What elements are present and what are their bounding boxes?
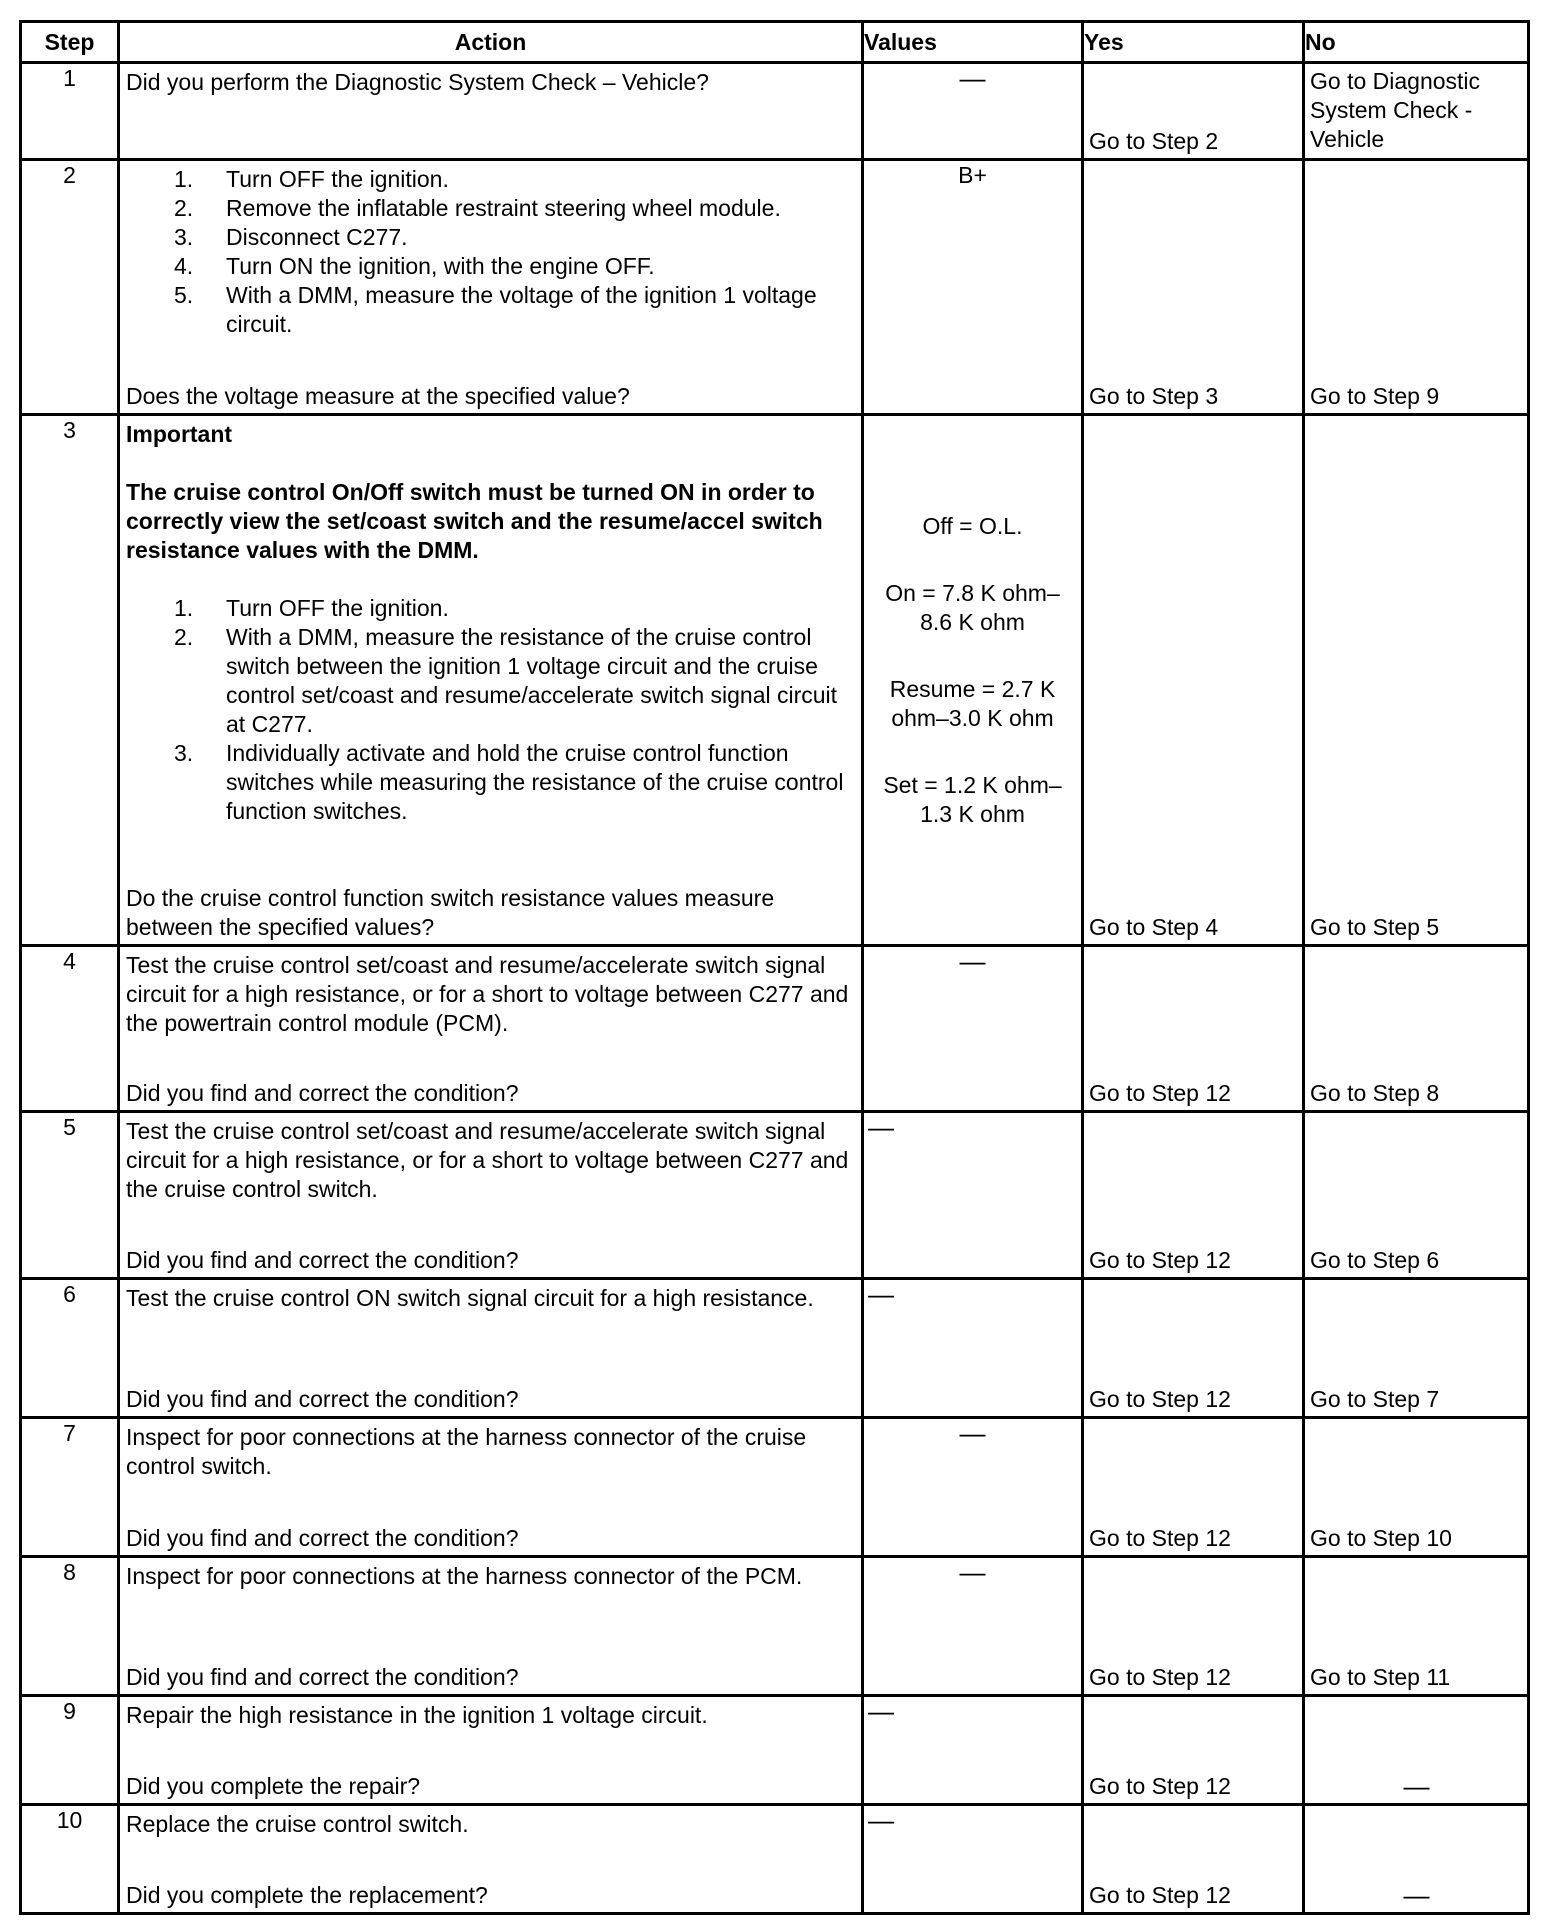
table-row xyxy=(21,1805,1529,1914)
yes-text: Go to Step 4 xyxy=(1089,914,1219,940)
action-cell xyxy=(119,1279,863,1418)
yes-text: Go to Step 12 xyxy=(1089,1664,1231,1690)
step-number: 4 xyxy=(21,946,119,1112)
yes-text: Go to Step 12 xyxy=(1089,1247,1231,1273)
table-row xyxy=(21,1418,1529,1557)
action-cell xyxy=(119,1557,863,1696)
action-cell xyxy=(119,1112,863,1279)
value-resume: Resume = 2.7 K ohm–3.0 K ohm xyxy=(889,676,1056,731)
list-item: 1. Turn OFF the ignition. xyxy=(174,166,449,192)
important-text: The cruise control On/Off switch must be turned ON in order to correctly view the set/coast switch and the resume/accel switch resistance values with the DMM. xyxy=(126,479,823,563)
question-text: Did you find and correct the condition? xyxy=(126,1080,519,1106)
value-text: — xyxy=(959,1557,986,1587)
action-cell xyxy=(119,946,863,1112)
action-cell xyxy=(119,63,863,160)
table-row xyxy=(21,63,1529,160)
table-row xyxy=(21,160,1529,415)
important-title: Important xyxy=(126,421,233,447)
table-row xyxy=(21,1696,1529,1805)
step-number: 5 xyxy=(21,1112,119,1279)
yes-cell xyxy=(1083,1418,1304,1557)
value-text: B+ xyxy=(958,162,987,188)
value-cell xyxy=(863,1279,1083,1418)
no-text: Go to Step 8 xyxy=(1310,1080,1440,1106)
header-yes: Yes xyxy=(1083,22,1304,63)
table-row xyxy=(21,415,1529,946)
step-number: 3 xyxy=(21,415,119,946)
no-cell xyxy=(1304,63,1529,160)
yes-text: Go to Step 2 xyxy=(1089,128,1219,154)
no-cell xyxy=(1304,1279,1529,1418)
substep-list xyxy=(126,165,855,339)
value-cell xyxy=(863,160,1083,415)
substep-list xyxy=(126,594,855,826)
value-text: — xyxy=(959,63,986,93)
action-cell xyxy=(119,160,863,415)
action-text: Did you perform the Diagnostic System Check – Vehicle? xyxy=(126,69,709,95)
no-text: Go to Step 11 xyxy=(1310,1664,1451,1690)
yes-cell xyxy=(1083,63,1304,160)
action-text: Inspect for poor connections at the harness connector of the cruise control switch. xyxy=(126,1424,807,1479)
value-text: — xyxy=(959,1418,986,1448)
action-text: Test the cruise control set/coast and resume/accelerate switch signal circuit for a high resistance, or for a short to voltage between C277 and the powertrain control module (PCM). xyxy=(126,952,849,1036)
header-action: Action xyxy=(119,22,863,63)
value-cell xyxy=(863,63,1083,160)
no-text: Go to Step 6 xyxy=(1310,1247,1440,1273)
value-cell xyxy=(863,1418,1083,1557)
action-cell xyxy=(119,1805,863,1914)
no-cell xyxy=(1304,1418,1529,1557)
value-set: Set = 1.2 K ohm– 1.3 K ohm xyxy=(883,772,1062,827)
step-number: 6 xyxy=(21,1279,119,1418)
no-text: Go to Step 10 xyxy=(1310,1525,1452,1551)
yes-cell xyxy=(1083,415,1304,946)
step-number: 8 xyxy=(21,1557,119,1696)
action-cell xyxy=(119,1418,863,1557)
yes-text: Go to Step 3 xyxy=(1089,383,1219,409)
value-cell xyxy=(863,1557,1083,1696)
step-number: 7 xyxy=(21,1418,119,1557)
yes-cell xyxy=(1083,160,1304,415)
diagnostic-table xyxy=(19,20,1530,1915)
list-item: 5. With a DMM, measure the voltage of the ignition 1 voltage circuit. xyxy=(174,282,817,337)
action-cell xyxy=(119,415,863,946)
no-text: — xyxy=(1403,1880,1430,1910)
value-text: — xyxy=(868,1805,894,1835)
question-text: Did you find and correct the condition? xyxy=(126,1247,519,1273)
value-cell xyxy=(863,415,1083,946)
question-text: Does the voltage measure at the specified value? xyxy=(126,383,630,409)
list-item: 2. With a DMM, measure the resistance of the cruise control switch between the ignition 1 voltage circuit and the cruise control set/coast and resume/accelerate switch signal circuit at C277. xyxy=(174,624,838,737)
value-text: — xyxy=(868,1112,894,1142)
value-text: — xyxy=(868,1279,894,1309)
yes-cell xyxy=(1083,1557,1304,1696)
yes-cell xyxy=(1083,1279,1304,1418)
action-text: Test the cruise control set/coast and resume/accelerate switch signal circuit for a high resistance, or for a short to voltage between C277 and the cruise control switch. xyxy=(126,1118,849,1202)
no-cell xyxy=(1304,1112,1529,1279)
table-row xyxy=(21,1279,1529,1418)
header-values: Values xyxy=(863,22,1083,63)
no-text: Go to Step 7 xyxy=(1310,1386,1440,1412)
no-cell xyxy=(1304,1557,1529,1696)
no-cell xyxy=(1304,946,1529,1112)
header-no: No xyxy=(1304,22,1529,63)
value-text: — xyxy=(959,946,986,976)
no-text: — xyxy=(1403,1771,1430,1801)
action-text: Inspect for poor connections at the harness connector of the PCM. xyxy=(126,1563,803,1589)
table-row xyxy=(21,946,1529,1112)
value-cell xyxy=(863,1112,1083,1279)
list-item: 1. Turn OFF the ignition. xyxy=(174,595,449,621)
action-cell xyxy=(119,1696,863,1805)
list-item: 3. Disconnect C277. xyxy=(174,224,408,250)
no-cell xyxy=(1304,1696,1529,1805)
question-text: Did you find and correct the condition? xyxy=(126,1525,519,1551)
step-number: 10 xyxy=(21,1805,119,1914)
list-item: 2. Remove the inflatable restraint steering wheel module. xyxy=(174,195,781,221)
question-text: Did you complete the replacement? xyxy=(126,1882,488,1908)
question-text: Did you complete the repair? xyxy=(126,1773,421,1799)
value-cell xyxy=(863,1805,1083,1914)
action-text: Test the cruise control ON switch signal circuit for a high resistance. xyxy=(126,1285,814,1311)
question-text: Did you find and correct the condition? xyxy=(126,1386,519,1412)
list-item: 3. Individually activate and hold the cruise control function switches while measuring the resistance of the cruise control function switches. xyxy=(174,740,844,824)
question-text: Did you find and correct the condition? xyxy=(126,1664,519,1690)
yes-text: Go to Step 12 xyxy=(1089,1525,1231,1551)
no-cell xyxy=(1304,160,1529,415)
question-text: Do the cruise control function switch resistance values measure between the specified values? xyxy=(126,885,775,940)
yes-cell xyxy=(1083,1696,1304,1805)
action-text: Repair the high resistance in the ignition 1 voltage circuit. xyxy=(126,1702,708,1728)
yes-text: Go to Step 12 xyxy=(1089,1882,1231,1908)
yes-text: Go to Step 12 xyxy=(1089,1080,1231,1106)
no-cell xyxy=(1304,1805,1529,1914)
step-number: 2 xyxy=(21,160,119,415)
table-row xyxy=(21,1112,1529,1279)
header-row xyxy=(21,22,1529,63)
value-off: Off = O.L. xyxy=(922,513,1023,539)
step-number: 1 xyxy=(21,63,119,160)
value-text: — xyxy=(868,1696,894,1726)
step-number: 9 xyxy=(21,1696,119,1805)
yes-cell xyxy=(1083,1805,1304,1914)
yes-text: Go to Step 12 xyxy=(1089,1386,1231,1412)
header-step: Step xyxy=(21,22,119,63)
value-on: On = 7.8 K ohm– 8.6 K ohm xyxy=(885,580,1060,635)
action-text: Replace the cruise control switch. xyxy=(126,1811,469,1837)
no-text: Go to Step 5 xyxy=(1310,914,1440,940)
value-cell xyxy=(863,946,1083,1112)
no-text: Go to Diagnostic System Check - Vehicle xyxy=(1310,68,1481,152)
no-text: Go to Step 9 xyxy=(1310,383,1440,409)
list-item: 4. Turn ON the ignition, with the engine OFF. xyxy=(174,253,655,279)
yes-cell xyxy=(1083,1112,1304,1279)
table-row xyxy=(21,1557,1529,1696)
yes-text: Go to Step 12 xyxy=(1089,1773,1231,1799)
yes-cell xyxy=(1083,946,1304,1112)
value-cell xyxy=(863,1696,1083,1805)
no-cell xyxy=(1304,415,1529,946)
